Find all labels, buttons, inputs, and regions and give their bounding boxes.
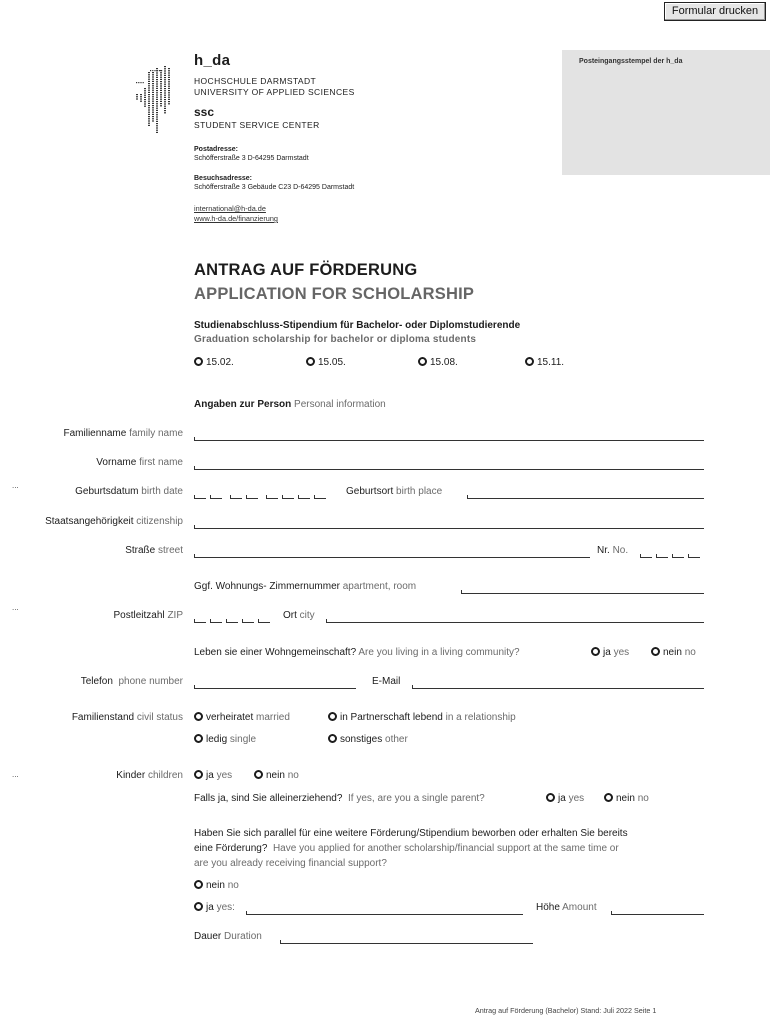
deadline-option[interactable]: 15.08. xyxy=(418,357,458,368)
ssc-full: STUDENT SERVICE CENTER xyxy=(194,120,320,130)
margin-mark: ... xyxy=(12,481,19,490)
firstname-label: Vorname first name xyxy=(96,457,183,468)
radio-icon[interactable] xyxy=(418,357,427,366)
email-field[interactable] xyxy=(412,688,704,689)
firstname-field[interactable] xyxy=(194,469,704,470)
radio-icon[interactable] xyxy=(254,770,263,779)
print-form-button[interactable]: Formular drucken xyxy=(664,2,766,21)
duration-field[interactable] xyxy=(280,943,533,944)
visit-address-label: Besuchsadresse: xyxy=(194,175,252,182)
citizenship-field[interactable] xyxy=(194,528,704,529)
children-yes[interactable]: ja yes xyxy=(194,770,232,781)
citizenship-label: Staatsangehörigkeit citizenship xyxy=(45,516,183,527)
deadline-option[interactable]: 15.05. xyxy=(306,357,346,368)
community-no[interactable]: nein no xyxy=(651,647,696,658)
deadline-option[interactable]: 15.02. xyxy=(194,357,234,368)
radio-icon[interactable] xyxy=(194,734,203,743)
single-parent-no[interactable]: nein no xyxy=(604,793,649,804)
margin-mark: ... xyxy=(12,770,19,779)
funding-details-field[interactable] xyxy=(246,914,523,915)
radio-icon[interactable] xyxy=(604,793,613,802)
stamp-label: Posteingangsstempel der h_da xyxy=(579,58,683,65)
subtitle-de: Studienabschluss-Stipendium für Bachelor- oder Diplomstudierende xyxy=(194,320,521,331)
deadline-option[interactable]: 15.11. xyxy=(525,357,564,368)
post-address-label: Postadresse: xyxy=(194,146,238,153)
street-field[interactable] xyxy=(194,557,590,558)
radio-icon[interactable] xyxy=(546,793,555,802)
amount-label: Höhe Amount xyxy=(536,902,597,913)
ssc-abbrev: ssc xyxy=(194,105,215,119)
apartment-label: Ggf. Wohnungs- Zimmernummer apartment, room xyxy=(194,581,417,592)
funding-question-line3: are you already receiving financial support? xyxy=(194,858,387,869)
title-de: ANTRAG AUF FÖRDERUNG xyxy=(194,261,418,279)
surname-field[interactable] xyxy=(194,440,704,441)
surname-label: Familienname family name xyxy=(63,428,183,439)
zip-label: Postleitzahl ZIP xyxy=(113,610,183,621)
children-label: Kinder children xyxy=(116,770,183,781)
visit-address: Schöfferstraße 3 Gebäude C23 D-64295 Darmstadt xyxy=(194,184,355,191)
civil-partnership[interactable]: in Partnerschaft lebend in a relationship xyxy=(328,712,516,723)
duration-label: Dauer Duration xyxy=(194,931,262,942)
community-question: Leben sie einer Wohngemeinschaft? Are you living in a living community? xyxy=(194,647,520,658)
radio-icon[interactable] xyxy=(651,647,660,656)
community-yes[interactable]: ja yes xyxy=(591,647,629,658)
email-label: E-Mail xyxy=(372,676,401,687)
radio-icon[interactable] xyxy=(591,647,600,656)
birthplace-label: Geburtsort birth place xyxy=(346,486,443,497)
radio-icon[interactable] xyxy=(194,880,203,889)
radio-icon[interactable] xyxy=(328,734,337,743)
birthplace-field[interactable] xyxy=(467,498,704,499)
subtitle-en: Graduation scholarship for bachelor or diploma students xyxy=(194,334,477,345)
section-heading: Angaben zur Person Personal information xyxy=(194,399,386,410)
page-footer: Antrag auf Förderung (Bachelor) Stand: Juli 2022 Seite 1 xyxy=(475,1006,657,1015)
radio-icon[interactable] xyxy=(306,357,315,366)
house-number-label: Nr. No. xyxy=(597,545,629,556)
radio-icon[interactable] xyxy=(525,357,534,366)
city-label: Ort city xyxy=(283,610,315,621)
single-parent-question: Falls ja, sind Sie alleinerziehend? If yes, are you a single parent? xyxy=(194,793,485,804)
funding-question-line1: Haben Sie sich parallel für eine weitere Förderung/Stipendium beworben oder erhalten Sie bereits xyxy=(194,828,628,839)
house-number-field[interactable] xyxy=(640,554,700,558)
uni-name-de: HOCHSCHULE DARMSTADT xyxy=(194,76,317,86)
received-stamp-area xyxy=(562,50,770,175)
birthdate-field[interactable] xyxy=(194,495,330,499)
birthdate-label: Geburtsdatum birth date xyxy=(75,486,183,497)
radio-icon[interactable] xyxy=(194,357,203,366)
funding-no[interactable]: nein no xyxy=(194,880,239,891)
title-en: APPLICATION FOR SCHOLARSHIP xyxy=(194,285,475,303)
zip-field[interactable] xyxy=(194,619,270,623)
web-link[interactable]: www.h-da.de/finanzierung xyxy=(194,214,278,223)
city-field[interactable] xyxy=(326,622,704,623)
children-no[interactable]: nein no xyxy=(254,770,299,781)
brand-name: h_da xyxy=(194,52,231,69)
funding-question-line2: eine Förderung? Have you applied for another scholarship/financial support at the same time or xyxy=(194,843,619,854)
uni-name-en: UNIVERSITY OF APPLIED SCIENCES xyxy=(194,87,355,97)
street-label: Straße street xyxy=(125,545,183,556)
radio-icon[interactable] xyxy=(194,770,203,779)
civil-married[interactable]: verheiratet married xyxy=(194,712,290,723)
post-address: Schöfferstraße 3 D-64295 Darmstadt xyxy=(194,155,309,162)
radio-icon[interactable] xyxy=(194,712,203,721)
amount-field[interactable] xyxy=(611,914,704,915)
civil-other[interactable]: sonstiges other xyxy=(328,734,408,745)
margin-mark: ... xyxy=(12,603,19,612)
phone-field[interactable] xyxy=(194,688,356,689)
single-parent-yes[interactable]: ja yes xyxy=(546,793,584,804)
radio-icon[interactable] xyxy=(194,902,203,911)
phone-label: Telefon phone number xyxy=(80,676,183,687)
funding-yes[interactable]: ja yes: xyxy=(194,902,235,913)
apartment-field[interactable] xyxy=(461,593,704,594)
civil-status-label: Familienstand civil status xyxy=(71,712,183,723)
hda-logo-icon xyxy=(134,66,186,136)
civil-single[interactable]: ledig single xyxy=(194,734,256,745)
email-link[interactable]: international@h-da.de xyxy=(194,204,266,213)
radio-icon[interactable] xyxy=(328,712,337,721)
